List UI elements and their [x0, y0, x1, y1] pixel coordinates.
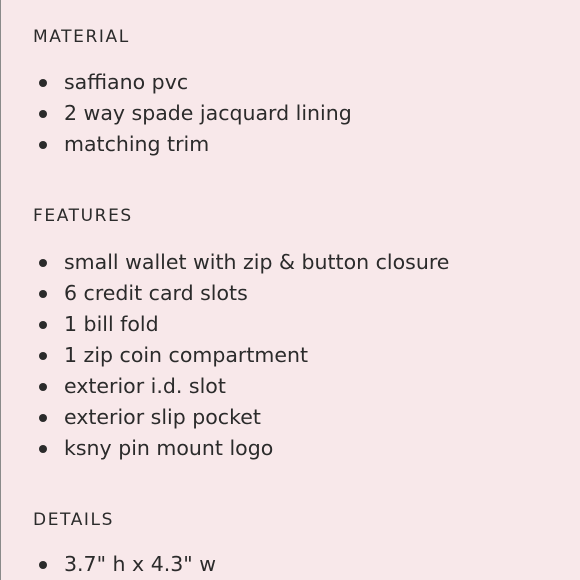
list-item-text: 1 zip coin compartment: [64, 343, 308, 367]
bullet-icon: [39, 259, 47, 267]
features-heading: FEATURES: [33, 206, 133, 226]
bullet-icon: [39, 414, 47, 422]
list-item: [33, 129, 560, 160]
details-list: [33, 549, 560, 580]
list-item-text: saffiano pvc: [64, 70, 189, 94]
list-item: [33, 371, 560, 402]
list-item-text: 3.7" h x 4.3" w: [64, 552, 217, 576]
list-item-text: exterior slip pocket: [64, 405, 261, 429]
list-item: [33, 309, 560, 340]
bullet-icon: [39, 79, 47, 87]
bullet-icon: [39, 321, 47, 329]
list-item: [33, 402, 560, 433]
material-heading: MATERIAL: [33, 27, 130, 47]
list-item-text: 1 bill fold: [64, 312, 159, 336]
features-section: [33, 204, 560, 464]
material-list: [33, 67, 560, 160]
bullet-icon: [39, 383, 47, 391]
list-item: [33, 247, 560, 278]
bullet-icon: [39, 445, 47, 453]
list-item-text: 2 way spade jacquard lining: [64, 101, 352, 125]
material-section: [33, 25, 560, 160]
bullet-icon: [39, 110, 47, 118]
bullet-icon: [39, 290, 47, 298]
list-item-text: 6 credit card slots: [64, 281, 248, 305]
bullet-icon: [39, 141, 47, 149]
list-item-text: ksny pin mount logo: [64, 436, 274, 460]
details-section: [33, 508, 560, 580]
bullet-icon: [39, 561, 47, 569]
list-item: [33, 98, 560, 129]
list-item: [33, 278, 560, 309]
bullet-icon: [39, 352, 47, 360]
features-list: [33, 247, 560, 464]
list-item-text: small wallet with zip & button closure: [64, 250, 450, 274]
list-item: [33, 340, 560, 371]
list-item: [33, 433, 560, 464]
details-heading: DETAILS: [33, 510, 115, 530]
list-item: [33, 67, 560, 98]
list-item-text: matching trim: [64, 132, 210, 156]
list-item: [33, 549, 560, 580]
list-item-text: exterior i.d. slot: [64, 374, 226, 398]
